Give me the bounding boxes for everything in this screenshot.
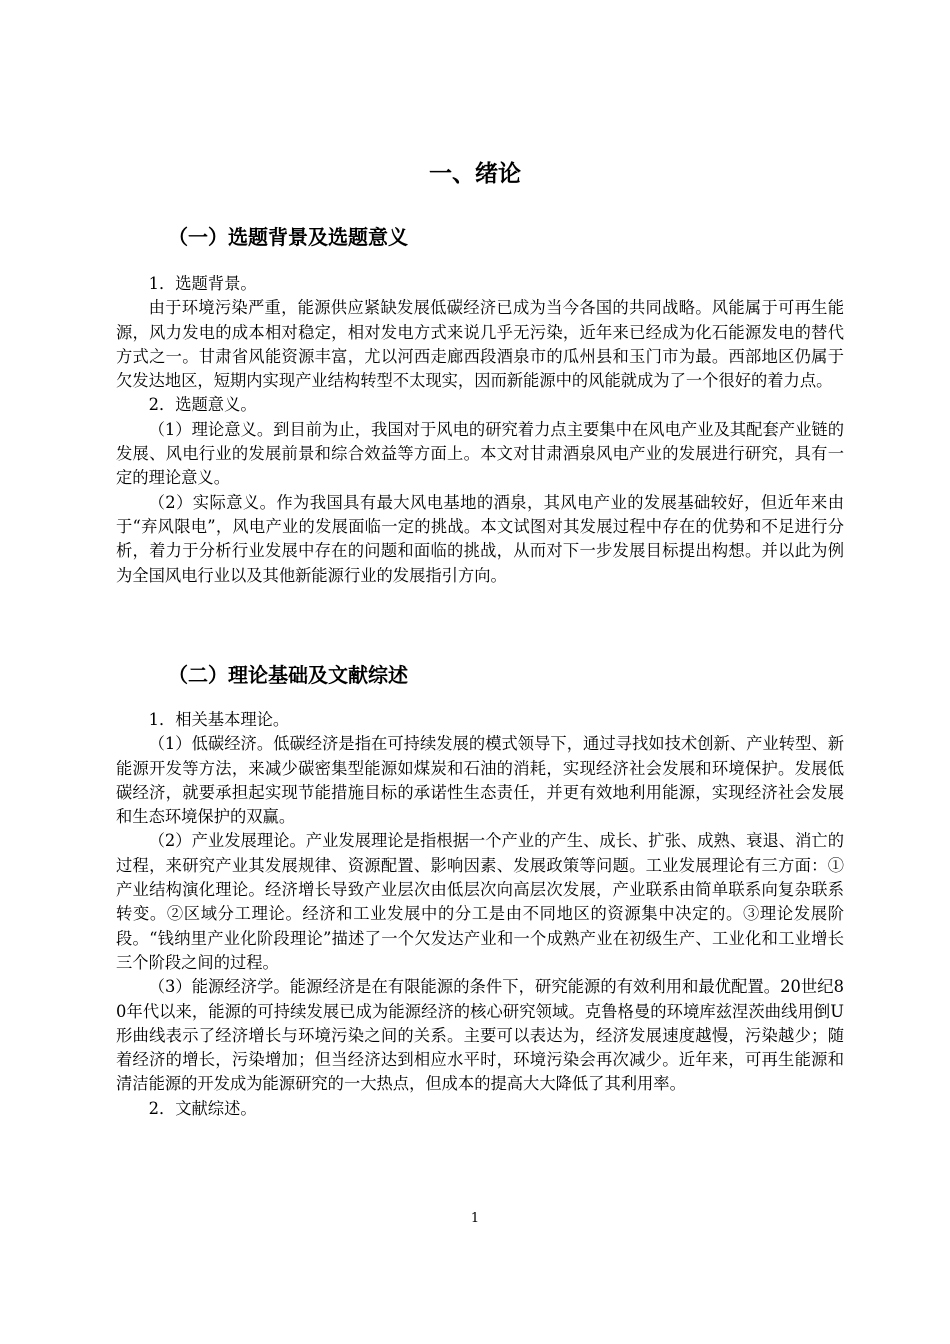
page-number: 1 bbox=[470, 1211, 480, 1226]
paragraph-topic-significance-heading: 2．选题意义。 bbox=[148, 395, 257, 415]
paragraph-basic-theory-heading: 1．相关基本理论。 bbox=[148, 710, 290, 729]
section-title-background: （一）选题背景及选题意义 bbox=[168, 225, 408, 249]
chapter-title: 一、绪论 bbox=[429, 160, 521, 187]
paragraph-low-carbon-economy: （1）低碳经济。低碳经济是指在可持续发展的模式领导下，通过寻找如技术创新、产业转型、新能源开发等方法，来减少碳密集型能源如煤炭和石油的消耗，实现经济社会发展和环境保护。发展低碳经济，就要承担起实现节能措施目标的承诺性生态责任，并更有效地利用能源，实现经济社会发展和生态环境保护的双赢。 bbox=[116, 734, 844, 827]
section-body-background bbox=[116, 272, 844, 588]
paragraph-theoretical-significance: （1）理论意义。到目前为止，我国对于风电的研究着力点主要集中在风电产业及其配套产业链的发展、风电行业的发展前景和综合效益等方面上。本文对甘肃酒泉风电产业的发展进行研究，具有一定的理论意义。 bbox=[116, 419, 844, 488]
paragraph-industry-development-theory: （2）产业发展理论。产业发展理论是指根据一个产业的产生、成长、扩张、成熟、衰退、消亡的过程，来研究产业其发展规律、资源配置、影响因素、发展政策等问题。工业发展理论有三方面：①产业结构演化理论。经济增长导致产业层次由低层次向高层次发展，产业联系由简单联系向复杂联系转变。②区域分工理论。经济和工业发展中的分工是由不同地区的资源集中决定的。③理论发展阶段。“钱纳里产业化阶段理论”描述了一个欠发达产业和一个成熟产业在初级生产、工业化和工业增长三个阶段之间的过程。 bbox=[116, 831, 844, 972]
section-body-theory bbox=[116, 708, 844, 1121]
section-title-theory: （二）理论基础及文献综述 bbox=[168, 663, 408, 687]
paragraph-literature-review-heading: 2．文献综述。 bbox=[148, 1098, 257, 1118]
paragraph-energy-economics: （3）能源经济学。能源经济是在有限能源的条件下，研究能源的有效利用和最优配置。20世纪80年代以来，能源的可持续发展已成为能源经济的核心研究领域。克鲁格曼的环境库兹涅茨曲线用倒U形曲线表示了经济增长与环境污染之间的关系。主要可以表达为，经济发展速度越慢，污染越少；随着经济的增长，污染增加；但当经济达到相应水平时，环境污染会再次减少。近年来，可再生能源和清洁能源的开发成为能源研究的一大热点，但成本的提高大大降低了其利用率。 bbox=[116, 977, 844, 1094]
paragraph-topic-background-heading: 1．选题背景。 bbox=[148, 274, 257, 293]
paragraph-topic-background: 由于环境污染严重，能源供应紧缺发展低碳经济已成为当今各国的共同战略。风能属于可再生能源，风力发电的成本相对稳定，相对发电方式来说几乎无污染，近年来已经成为化石能源发电的替代方式之一。甘肃省风能资源丰富，尤以河西走廊西段酒泉市的瓜州县和玉门市为最。西部地区仍属于欠发达地区，短期内实现产业结构转型不太现实，因而新能源中的风能就成为了一个很好的着力点。 bbox=[116, 298, 844, 391]
paragraph-practical-significance: （2）实际意义。作为我国具有最大风电基地的酒泉，其风电产业的发展基础较好，但近年来由于“弃风限电”，风电产业的发展面临一定的挑战。本文试图对其发展过程中存在的优势和不足进行分析，着力于分析行业发展中存在的问题和面临的挑战，从而对下一步发展目标提出构想。并以此为例为全国风电行业以及其他新能源行业的发展指引方向。 bbox=[116, 492, 844, 585]
